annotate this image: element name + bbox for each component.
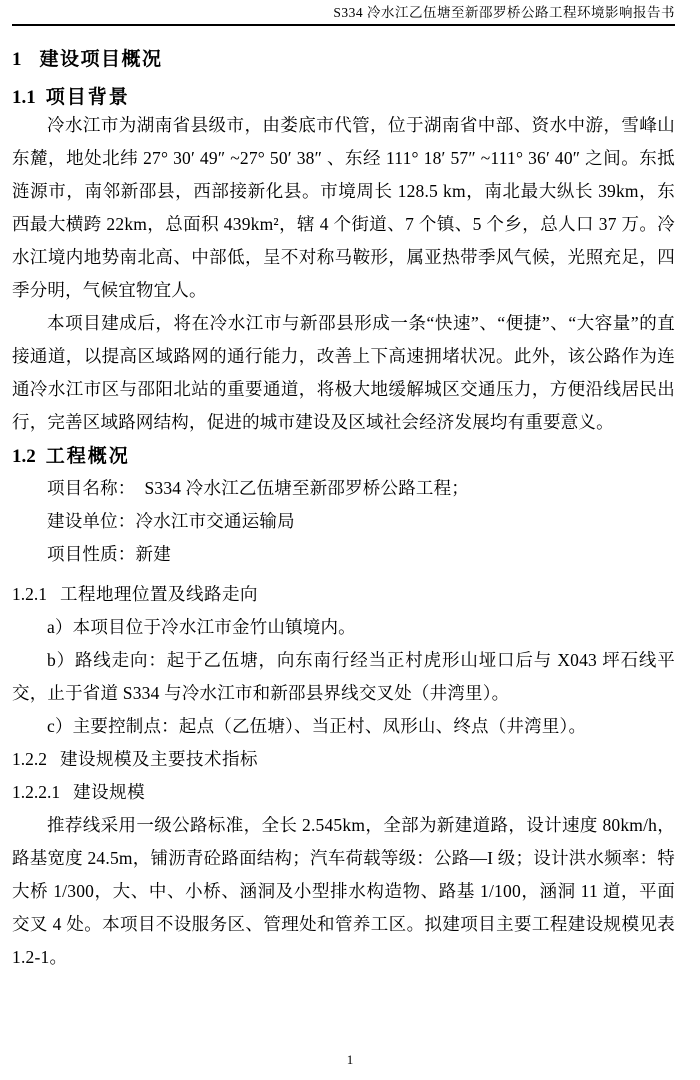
subsection-heading-1-2-2 [12,743,675,776]
section-heading-1-1 [12,87,675,109]
construction-unit-line: 建设单位：冷水江市交通运输局 [47,511,295,531]
subsection-title: 建设规模 [73,782,146,802]
subsection-title: 建设规模及主要技术指标 [60,749,258,769]
subsection-heading-1-2-1 [12,578,675,611]
chapter-number: 1 [12,49,22,70]
paragraph-project-background-1: 冷水江市为湖南省县级市，由娄底市代管，位于湖南省中部、资水中游，雪峰山东麓，地处北纬 27° 30′ 49″ ~27° 50′ 38″ 、东经 111° 18′ 57″ ~111° 36′ 40″ 之间。东抵涟源市，南邻新邵县，西部接新化县。市境周长 128.5 km，南北最大纵长 39km，东西最大横跨 22km，总面积 439km²，辖 4 个街道、7 个镇、5 个乡，总人口 37 万。冷水江境内地势南北高、中部低，呈不对称马鞍形，属亚热带季风气候，光照充足，四季分明，气候宜物宜人。 [12,115,675,300]
section-title: 项目背景 [45,87,130,108]
section-number: 1.1 [12,87,36,108]
document-body [12,48,675,974]
chapter-heading [12,48,675,72]
page-header [12,4,675,26]
project-nature-line: 项目性质：新建 [47,544,171,564]
section-title: 工程概况 [45,446,130,467]
route-item-a: a）本项目位于冷水江市金竹山镇境内。 [47,617,356,637]
project-info-list [12,472,675,571]
paragraph-project-background-2: 本项目建成后，将在冷水江市与新邵县形成一条“快速”、“便捷”、“大容量”的直接通道，以提高区域路网的通行能力，改善上下高速拥堵状况。此外，该公路作为连通冷水江市区与邵阳北站的重要通道，将极大地缓解城区交通压力，方便沿线居民出行，完善区域路网结构，促进的城市建设及区域社会经济发展均有重要意义。 [12,313,675,432]
paragraph-construction-scale: 推荐线采用一级公路标准，全长 2.545km，全部为新建道路，设计速度 80km/h，路基宽度 24.5m，铺沥青砼路面结构；汽车荷载等级：公路—I 级；设计洪水频率：特大桥 1/300，大、中、小桥、涵洞及小型排水构造物、路基 1/100，涵洞 11 道，平面交叉 4 处。本项目不设服务区、管理处和管养工区。拟建项目主要工程建设规模见表 1.2-1。 [12,815,675,967]
section-number: 1.2 [12,446,36,467]
project-name-line: 项目名称： S334 冷水江乙伍塘至新邵罗桥公路工程； [47,478,470,498]
page-number: 1 [346,1052,354,1067]
chapter-title: 建设项目概况 [39,49,163,70]
route-item-b: b）路线走向：起于乙伍塘，向东南行经当正村虎形山垭口后与 X043 坪石线平交，止于省道 S334 与冷水江市和新邵县界线交叉处（井湾里）。 [12,650,675,703]
subsection-number: 1.2.2 [12,749,47,769]
subsection-heading-1-2-2-1 [12,776,675,809]
section-heading-1-2 [12,446,675,468]
subsection-number: 1.2.2.1 [12,782,61,802]
header-rule [12,24,675,26]
route-item-c: c）主要控制点：起点（乙伍塘）、当正村、凤形山、终点（井湾里）。 [47,716,587,736]
subsection-title: 工程地理位置及线路走向 [60,584,258,604]
subsection-number: 1.2.1 [12,584,47,604]
running-title: S334 冷水江乙伍塘至新邵罗桥公路工程环境影响报告书 [333,5,675,20]
